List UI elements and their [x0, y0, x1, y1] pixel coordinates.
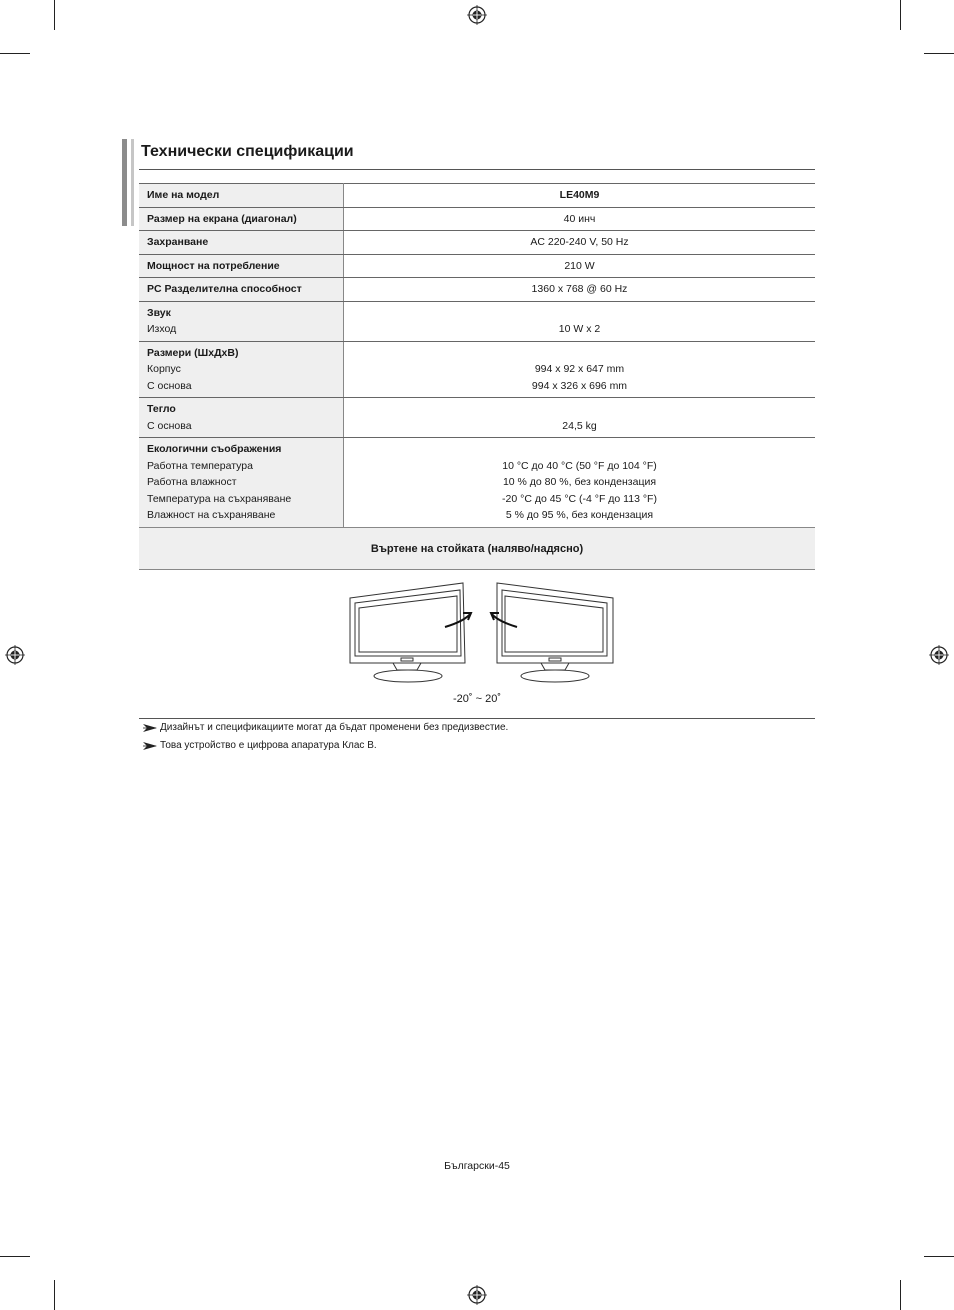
section-divider: [139, 718, 815, 719]
spec-sublabel: С основа: [147, 419, 192, 432]
spec-label: PC Разделителна способност: [147, 283, 302, 295]
spec-value: 10 °C до 40 °C (50 °F до 104 °F): [502, 459, 657, 472]
table-row: [139, 207, 815, 231]
registration-mark-icon: [467, 1285, 487, 1305]
spec-value: LE40M9: [344, 184, 816, 208]
note-2: [143, 740, 377, 751]
crop-mark: [0, 1256, 30, 1257]
crop-mark: [924, 1256, 954, 1257]
spec-label: Размери (ШхДхВ): [147, 346, 239, 359]
spec-label: Екологични съображения: [147, 443, 282, 455]
note-1: [143, 722, 508, 733]
crop-mark: [0, 53, 30, 54]
note-text: Дизайнът и спецификациите могат да бъдат променени без предизвестие.: [160, 722, 509, 733]
spec-sublabel: Корпус: [147, 363, 181, 375]
section-side-bar: [122, 139, 134, 226]
spec-label: Тегло: [147, 403, 176, 415]
crop-mark: [54, 1280, 55, 1310]
crop-mark: [54, 0, 55, 30]
spec-label: Звук: [147, 306, 171, 319]
tv-swivel-illustration: [345, 580, 617, 688]
table-row: [139, 301, 815, 341]
page-title: Технически спецификации: [141, 143, 354, 160]
spec-sublabel: Работна влажност: [147, 476, 237, 488]
spec-value: 10 W x 2: [558, 323, 601, 335]
crop-mark: [900, 0, 901, 30]
spec-value: 10 % до 80 %, без кондензация: [502, 476, 657, 488]
registration-mark-icon: [467, 5, 487, 25]
spec-label: Захранване: [147, 236, 209, 248]
spec-table: [139, 183, 815, 528]
table-row: [139, 184, 815, 208]
spec-value: 994 x 326 x 696 mm: [531, 379, 628, 392]
spec-value: 5 % до 95 %, без кондензация: [505, 509, 654, 521]
spec-value: 994 x 92 x 647 mm: [534, 363, 625, 375]
spec-value: 24,5 kg: [562, 419, 597, 432]
crop-mark: [924, 53, 954, 54]
note-text: Това устройство е цифрова апаратура Клас B.: [160, 740, 377, 751]
tv-right-icon: [497, 583, 613, 682]
spec-value: 40 инч: [344, 207, 816, 231]
spec-value: 210 W: [344, 254, 816, 278]
rotation-angle: -20˚ ~ 20˚: [453, 693, 501, 705]
spec-label: Име на модел: [147, 189, 220, 201]
crop-mark: [900, 1280, 901, 1310]
spec-sublabel: Изход: [147, 323, 177, 335]
spec-sublabel: Работна температура: [147, 459, 253, 472]
tv-left-icon: [350, 583, 465, 682]
rotate-arrow-icon: [445, 613, 471, 627]
spec-value: 1360 x 768 @ 60 Hz: [344, 278, 816, 302]
spec-label: Размер на екрана (диагонал): [147, 212, 297, 225]
note-arrow-icon: [143, 741, 157, 751]
spec-sublabel: Температура на съхраняване: [147, 492, 292, 505]
rotation-heading: Въртене на стойката (наляво/надясно): [139, 527, 815, 570]
spec-value: -20 °C до 45 °C (-4 °F до 113 °F): [502, 492, 657, 505]
title-divider: [139, 169, 815, 170]
table-row: [139, 398, 815, 438]
spec-sublabel: Влажност на съхраняване: [147, 509, 276, 521]
registration-mark-icon: [5, 645, 25, 665]
spec-value: AC 220-240 V, 50 Hz: [344, 231, 816, 255]
table-row: [139, 254, 815, 278]
note-arrow-icon: [143, 723, 157, 733]
page-number: Български-45: [444, 1160, 510, 1172]
table-row: [139, 438, 815, 528]
table-row: [139, 341, 815, 398]
spec-sublabel: С основа: [147, 379, 192, 392]
spec-label: Мощност на потребление: [147, 259, 280, 272]
table-row: [139, 278, 815, 302]
rotate-arrow-icon: [491, 613, 517, 627]
table-row: [139, 231, 815, 255]
registration-mark-icon: [929, 645, 949, 665]
